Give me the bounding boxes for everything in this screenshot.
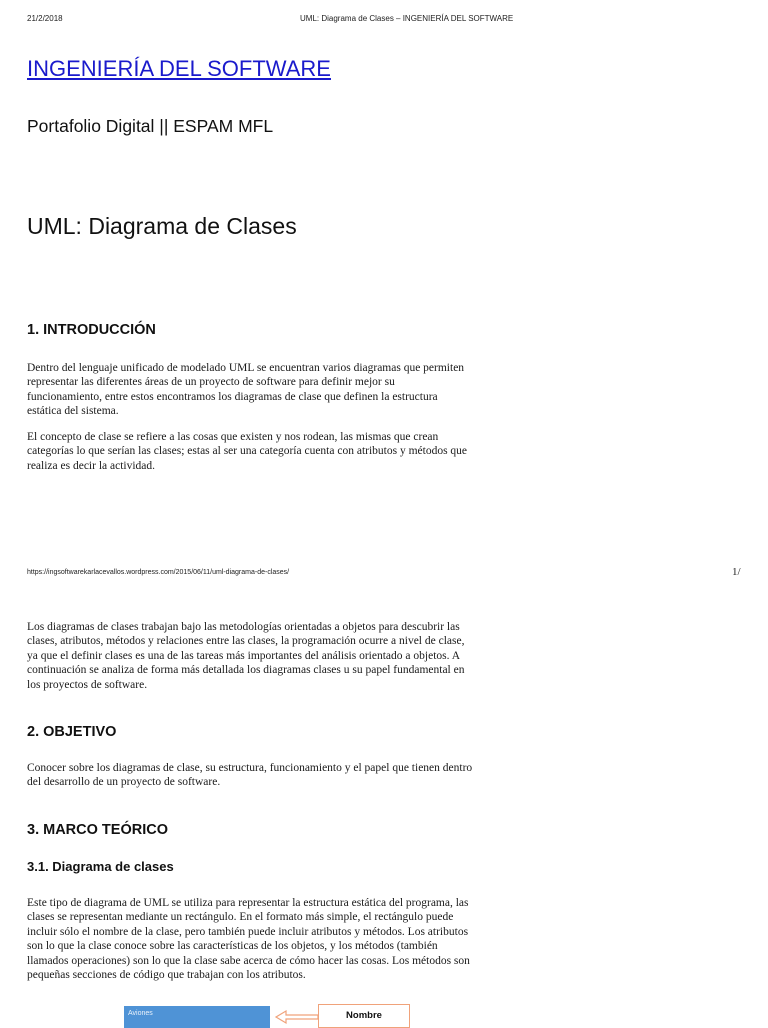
- post-title: UML: Diagrama de Clases: [27, 213, 297, 239]
- text-line: clases, atributos, métodos y relaciones entre las clases, la programación ocurre a nivel de clase,: [27, 635, 465, 648]
- text-line: funcionamiento, entre estos encontramos los diagramas de clase que definen la estructura: [27, 390, 438, 403]
- text-line: incluir sólo el nombre de la clase, pero también puede incluir atributos y métodos. Los atributos: [27, 925, 469, 938]
- text-line: El concepto de clase se refiere a las cosas que existen y nos rodean, las mismas que crean: [27, 431, 439, 443]
- heading-introduccion: 1. INTRODUCCIÓN: [27, 322, 156, 338]
- text-line: Dentro del lenguaje unificado de modelado UML se encuentran varios diagramas que permiten: [27, 362, 465, 374]
- text-line: estática del sistema.: [27, 405, 119, 418]
- text-line: Este tipo de diagrama de UML se utiliza para representar la estructura estática del programa, las: [27, 897, 469, 909]
- arrow-left-icon: [272, 1008, 320, 1028]
- site-tagline: Portafolio Digital || ESPAM MFL: [27, 116, 274, 136]
- intro-paragraph-3: [27, 620, 525, 692]
- intro-paragraph-1: [27, 361, 525, 419]
- class-name: Aviones: [128, 1010, 153, 1017]
- heading-marco-teorico: 3. MARCO TEÓRICO: [27, 822, 168, 838]
- intro-paragraph-2: [27, 430, 525, 473]
- text-line: Conocer sobre los diagramas de clase, su estructura, funcionamiento y el papel que tienen dentro: [27, 762, 473, 774]
- text-line: llamados operaciones) son lo que la clase sabe acerca de cómo hacer las cosas. Los métodos son: [27, 954, 470, 967]
- text-line: realiza es decir la actividad.: [27, 459, 156, 472]
- class-diagram-box: [124, 1006, 270, 1028]
- text-line: clases se representan mediante un rectángulo. En el formato más simple, el rectángulo puede: [27, 911, 454, 924]
- text-line: representar las diferentes áreas de un proyecto de software para definir mejor su: [27, 376, 395, 389]
- text-line: continuación se analiza de forma más detallada los diagramas clases u su papel fundamental en: [27, 664, 465, 677]
- print-date: 21/2/2018: [27, 14, 63, 23]
- diagram-label-nombre: Nombre: [318, 1004, 410, 1028]
- site-title-link[interactable]: INGENIERÍA DEL SOFTWARE: [27, 56, 331, 81]
- text-line: categorías lo que serían las clases; estas al ser una categoría cuenta con atributos y métodos que: [27, 445, 468, 458]
- heading-objetivo: 2. OBJETIVO: [27, 724, 117, 740]
- text-line: Los diagramas de clases trabajan bajo las metodologías orientadas a objetos para descubrir las: [27, 621, 460, 633]
- theory-paragraph: [27, 896, 525, 982]
- objective-paragraph: [27, 761, 525, 790]
- text-line: del desarrollo de un proyecto de software.: [27, 776, 221, 789]
- text-line: son lo que la clase conoce sobre las características de los objetos, y los métodos (también: [27, 940, 438, 953]
- print-page-title: UML: Diagrama de Clases – INGENIERÍA DEL SOFTWARE: [300, 14, 514, 23]
- text-line: pequeñas secciones de código que trabajan con los atributos.: [27, 969, 306, 982]
- text-line: ya que el definir clases es una de las tareas más importantes del análisis orientado a objetos. A: [27, 649, 461, 662]
- text-line: los proyectos de software.: [27, 678, 148, 691]
- print-page-number: 1/: [732, 566, 741, 578]
- print-footer-url: https://ingsoftwarekarlacevallos.wordpress.com/2015/06/11/uml-diagrama-de-clases/: [27, 569, 290, 576]
- heading-diagrama-de-clases: 3.1. Diagrama de clases: [27, 859, 174, 874]
